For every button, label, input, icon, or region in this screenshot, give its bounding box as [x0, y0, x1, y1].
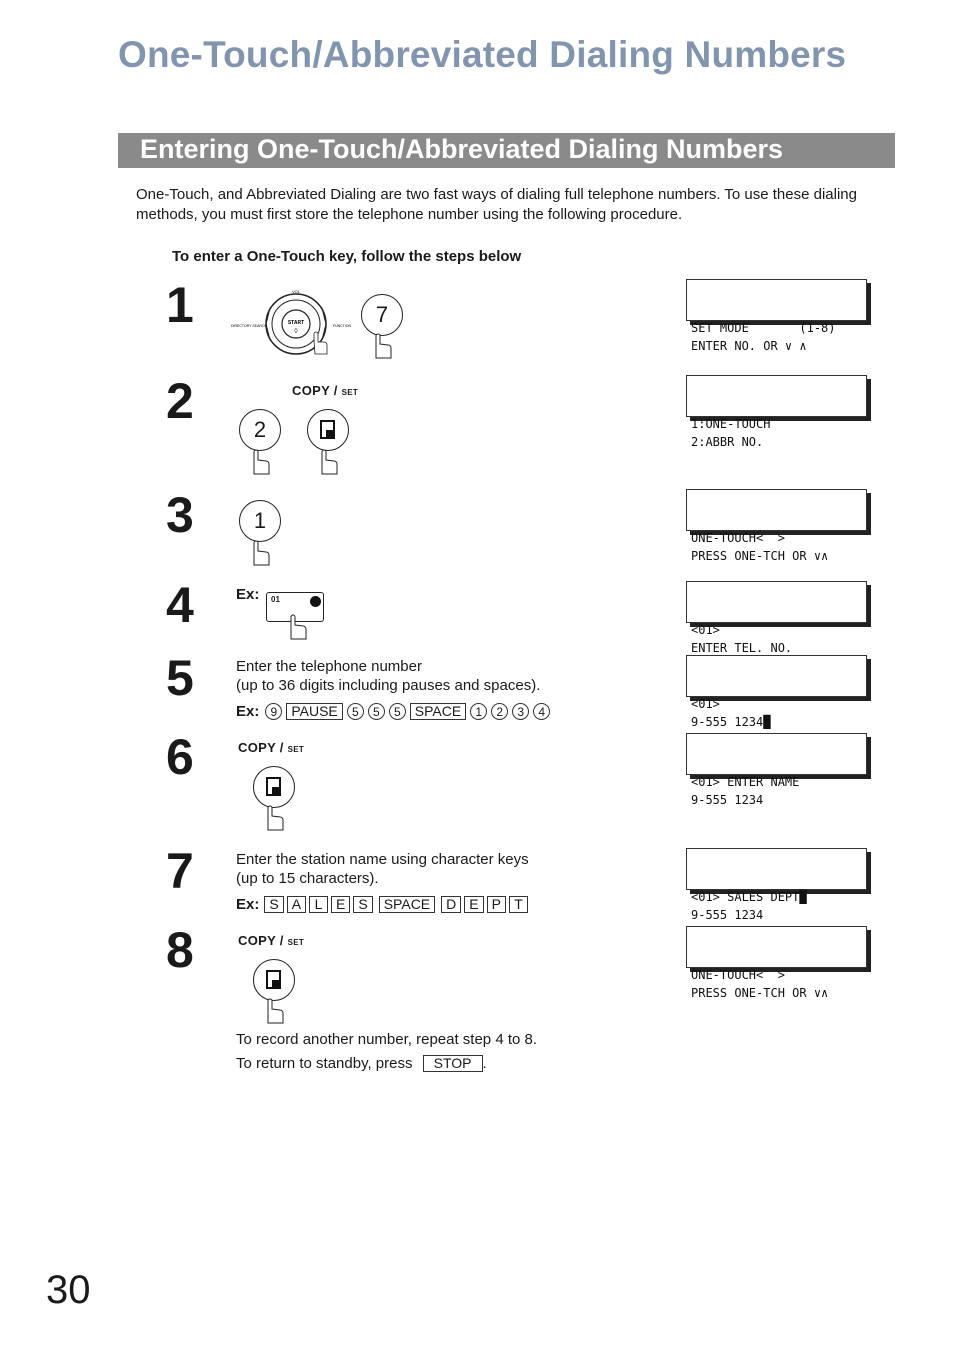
step-5-example-keys: Ex: 9 PAUSE 5 5 5 SPACE 1 2 3 4 [236, 703, 550, 720]
finger-press-icon [248, 541, 274, 567]
copy-document-icon [319, 420, 337, 440]
lcd-display-step-5: <01> 9-555 1234█ [686, 655, 867, 697]
step-number-6: 6 [166, 729, 194, 785]
section-header-bar [118, 133, 895, 168]
lcd-display-step-6: <01> ENTER NAME 9-555 1234 [686, 733, 867, 775]
key-button-1: 1 [239, 500, 281, 542]
copy-document-icon [265, 970, 283, 990]
finger-press-icon [285, 615, 311, 641]
key-button-7: 7 [361, 294, 403, 336]
function-label: FUNCTION [332, 324, 352, 328]
key-indicator-icon [310, 596, 321, 607]
intro-paragraph: One-Touch, and Abbreviated Dialing are two fast ways of dialing full telephone numbers. To use these dialing methods, you must first store the telephone number using the following procedure. [136, 186, 857, 223]
lcd-display-step-4: <01> ENTER TEL. NO. [686, 581, 867, 623]
step-7-example-keys: Ex: S A L E S SPACE D E P T [236, 896, 528, 913]
lcd-display-step-3: ONE-TOUCH< > PRESS ONE-TCH OR ∨∧ [686, 489, 867, 531]
page-title: One-Touch/Abbreviated Dialing Numbers [118, 34, 847, 75]
copy-set-key-button [253, 766, 295, 808]
copy-document-icon [265, 777, 283, 797]
step-number-5: 5 [166, 650, 194, 706]
one-touch-key-01: 01 [266, 592, 324, 622]
finger-press-icon [262, 806, 288, 832]
control-panel-keypad-icon [231, 286, 358, 362]
key-button-2: 2 [239, 409, 281, 451]
steps-heading: To enter a One-Touch key, follow the steps below [172, 248, 522, 265]
finger-press-icon [316, 450, 342, 476]
section-title: Entering One-Touch/Abbreviated Dialing Numbers [140, 134, 784, 164]
vol-label: VOL [291, 289, 301, 294]
finger-press-icon [248, 450, 274, 476]
stop-key: STOP [423, 1055, 483, 1072]
lcd-display-step-7: <01> SALES DEPT█ 9-555 1234 [686, 848, 867, 890]
step-number-3: 3 [166, 487, 194, 543]
start-label: START [287, 320, 305, 326]
finger-press-icon [262, 999, 288, 1025]
lcd-display-step-1: SET MODE (1-8) ENTER NO. OR ∨ ∧ [686, 279, 867, 321]
repeat-note: To record another number, repeat step 4 to 8. [236, 1031, 538, 1048]
step-5-instruction: Enter the telephone number (up to 36 digits including pauses and spaces). [236, 658, 541, 694]
copy-set-key-button [253, 959, 295, 1001]
example-label: Ex: [236, 586, 260, 603]
step-number-1: 1 [166, 277, 194, 333]
step-7-instruction: Enter the station name using character keys (up to 15 characters). [236, 851, 529, 887]
page-number: 30 [46, 1268, 91, 1312]
copy-set-label: COPY / SET [238, 933, 305, 948]
finger-press-icon [370, 334, 396, 360]
svg-text:◊: ◊ [294, 328, 298, 335]
copy-set-label: COPY / SET [292, 383, 359, 398]
step-number-2: 2 [166, 373, 194, 429]
lcd-display-step-2: 1:ONE-TOUCH 2:ABBR NO. [686, 375, 867, 417]
directory-search-label: DIRECTORY SEARCH [231, 324, 267, 328]
step-number-8: 8 [166, 922, 194, 978]
lcd-display-step-8: ONE-TOUCH< > PRESS ONE-TCH OR ∨∧ [686, 926, 867, 968]
standby-note: To return to standby, press STOP . [236, 1055, 487, 1072]
copy-set-label: COPY / SET [238, 740, 305, 755]
step-number-7: 7 [166, 843, 194, 899]
step-number-4: 4 [166, 577, 194, 633]
copy-set-key-button [307, 409, 349, 451]
